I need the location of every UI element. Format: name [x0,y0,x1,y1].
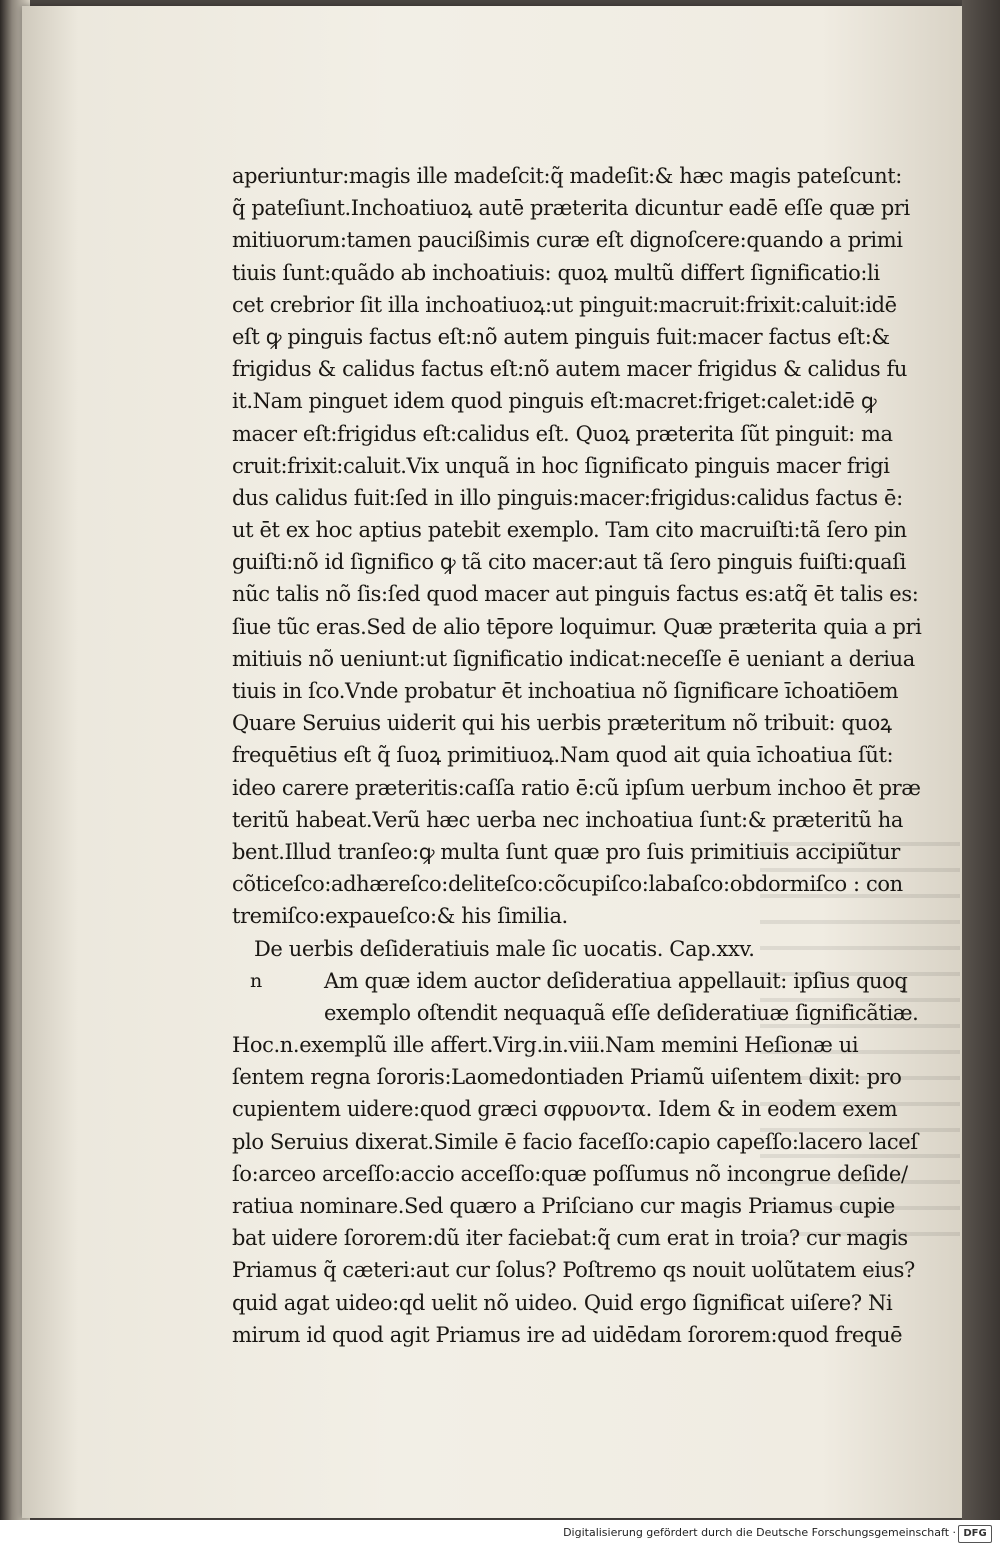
text-line: q̃ pateſiunt.Inchoatiuoꝝ autē præterita dicuntur eadē eſſe quæ pri [232,196,910,221]
text-line: it.Nam pinguet idem quod pinguis eſt:macret:friget:calet:idē ꝙ [232,389,877,414]
page-text [232,160,922,1351]
text-line: bent.Illud tranſeo:ꝙ multa ſunt quæ pro ſuis primitiuis accipiũtur [232,839,900,864]
funding-notice: Digitalisierung gefördert durch die Deutsche Forschungsgemeinschaft · [563,1526,956,1539]
text-line: ſo:arceo arceſſo:accio acceſſo:quæ poſſumus nõ incongrue deſide/ [232,1161,908,1186]
text-line: eſt ꝙ pinguis factus eſt:nõ autem pinguis fuit:macer factus eſt:& [232,324,890,349]
text-line: aperiuntur:magis ille madeſcit:q̃ madeſit:& hæc magis pateſcunt: [232,164,902,188]
indented-line [232,997,919,1029]
text-line: quid agat uideo:qd uelit nõ uideo. Quid ergo ſignificat uiſere? Ni [232,1290,893,1315]
text-line: guiſti:nõ id ſignifico ꝙ tã cito macer:aut tã ſero pinguis fuiſti:quaſi [232,550,906,575]
indented-line-text: Am quæ idem auctor deſideratiua appellauit: ipſius quoq̧ [324,968,908,993]
text-line: teritũ habeat.Verũ hæc uerba nec inchoatiua ſunt:& præteritũ ha [232,807,904,832]
text-line: tiuis ſunt:quãdo ab inchoatiuis: quoꝝ multũ differt ſignificatio:li [232,260,880,285]
text-line: plo Seruius dixerat.Simile ē facio faceſſo:capio capeſſo:lacero laceſ [232,1129,918,1154]
text-line: tiuis in ſco.Vnde probatur ēt inchoatiua nõ ſignificare īchoatiōem [232,679,899,703]
text-line: frequētius eſt q̃ ſuoꝝ primitiuoꝝ.Nam quod ait quia īchoatiua ſũt: [232,743,894,768]
text-line: mitiuorum:tamen paucißimis curæ eſt dignoſcere:quando a primi [232,228,903,253]
text-line: mitiuis nõ ueniunt:ut ſignificatio indicat:neceſſe ē ueniant a deriua [232,646,915,671]
page-edge-shadow [962,0,1000,1520]
text-line: cruit:frixit:caluit.Vix unquã in hoc ſignificato pinguis macer frigi [232,453,890,478]
chapter-heading: De uerbis deſideratiuis male ſic uocatis. Cap.xxv. [254,936,755,961]
text-line: ut ēt ex hoc aptius patebit exemplo. Tam cito macruiſti:tã ſero pin [232,518,907,543]
text-line: ſentem regna ſororis:Laomedontiaden Priamũ uiſentem dixit: pro [232,1065,902,1090]
guide-letter: n [250,969,262,992]
text-line: Priamus q̃ cæteri:aut cur ſolus? Poſtremo qs nouit uolũtatem eius? [232,1258,915,1283]
indented-line [232,965,912,997]
text-line: macer eſt:frigidus eſt:calidus eſt. Quoꝝ præterita ſũt pinguit: ma [232,421,893,446]
text-line: ſiue tũc eras.Sed de alio tēpore loquimur. Quæ præterita quia a pri [232,614,922,639]
text-line: ideo carere præteritis:caſſa ratio ē:cũ ipſum uerbum inchoo ēt præ [232,775,921,800]
paragraph-after-heading [232,1029,918,1351]
text-line: Quare Seruius uiderit qui his uerbis præteritum nõ tribuit: quoꝝ [232,711,892,736]
text-line: mirum id quod agit Priamus ire ad uidēdam ſororem:quod frequē [232,1322,903,1347]
footer-bar [0,1520,1000,1548]
indented-line-text: exemplo oſtendit nequaquã eſſe deſideratiuæ ſignificãtiæ. [324,1000,919,1025]
text-line: Hoc.n.exemplũ ille affert.Virg.in.viii.Nam memini Heſionæ ui [232,1033,859,1058]
text-line: ratiua nominare.Sed quæro a Priſciano cur magis Priamus cupie [232,1194,895,1218]
text-line: dus calidus fuit:ſed in illo pinguis:macer:frigidus:calidus factus ē: [232,485,903,510]
text-line: bat uidere ſororem:dũ iter faciebat:q̃ cum erat in troia? cur magis [232,1226,908,1251]
paragraph-before-heading [232,160,922,933]
dfg-logo: DFG [958,1525,992,1543]
text-line: cupientem uidere:quod græci σφρυοντα. Idem & in eodem exem [232,1097,898,1122]
text-line: cõticeſco:adhæreſco:deliteſco:cõcupiſco:labaſco:obdormiſco : con [232,872,903,897]
text-line: tremiſco:expaueſco:& his ſimilia. [232,904,568,929]
text-line: cet crebrior ſit illa inchoatiuoꝝ:ut pinguit:macruit:frixit:caluit:idē [232,292,897,317]
text-line: nũc talis nõ ſis:ſed quod macer aut pinguis factus es:atq̃ ēt talis es: [232,582,919,607]
text-line: frigidus & calidus factus eſt:nõ autem macer frigidus & calidus fu [232,357,907,382]
